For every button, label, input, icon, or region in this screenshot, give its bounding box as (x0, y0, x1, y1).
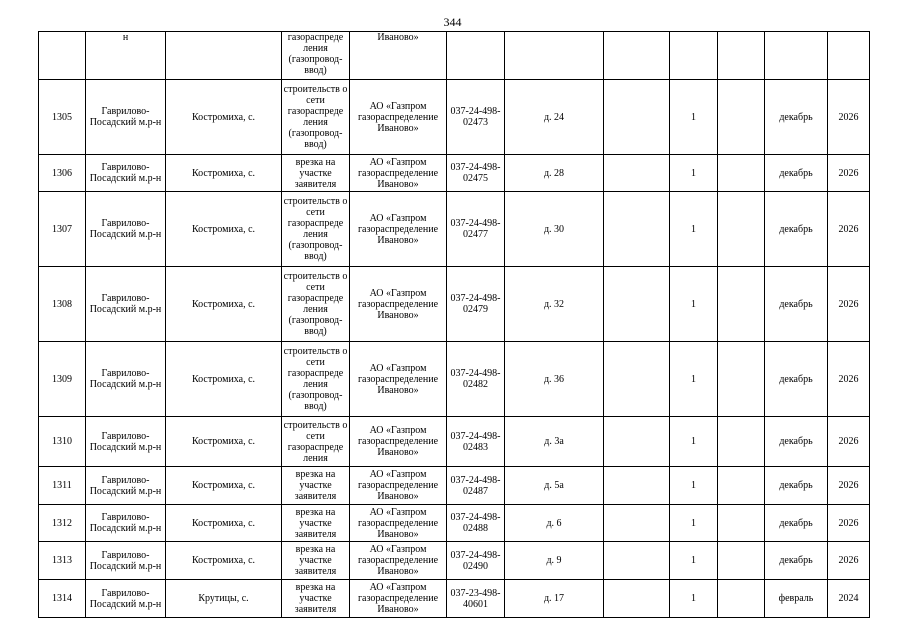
cell-settlement: Костромиха, с. (166, 505, 282, 542)
cell-qty: 1 (670, 542, 718, 580)
cell-org: АО «Газпром газораспределение Иваново» (350, 192, 447, 267)
cell-num: 1309 (39, 342, 86, 417)
cell-settlement: Костромиха, с. (166, 80, 282, 155)
cell-num: 1310 (39, 417, 86, 467)
cell-code: 037-24-498-02475 (447, 155, 505, 192)
cell-code (447, 32, 505, 80)
cell-year: 2026 (828, 417, 870, 467)
registry-table (38, 31, 870, 618)
cell-year: 2024 (828, 580, 870, 618)
cell-month: декабрь (765, 542, 828, 580)
cell-work: строительств о сети газораспреде ления (газопровод- ввод) (282, 80, 350, 155)
cell-num: 1312 (39, 505, 86, 542)
cell-district: Гаврилово-Посадский м.р-н (86, 342, 166, 417)
cell-district: Гаврилово-Посадский м.р-н (86, 267, 166, 342)
cell-house: д. 9 (505, 542, 604, 580)
cell-qty: 1 (670, 192, 718, 267)
cell-num: 1313 (39, 542, 86, 580)
cell-org: Иваново» (350, 32, 447, 80)
cell-qty: 1 (670, 467, 718, 505)
cell-org: АО «Газпром газораспределение Иваново» (350, 155, 447, 192)
cell-blank (718, 32, 765, 80)
cell-empty (604, 580, 670, 618)
cell-blank (718, 192, 765, 267)
cell-empty (604, 467, 670, 505)
cell-month: декабрь (765, 80, 828, 155)
cell-code: 037-24-498-02479 (447, 267, 505, 342)
cell-code: 037-24-498-02483 (447, 417, 505, 467)
cell-qty: 1 (670, 80, 718, 155)
cell-house: д. 24 (505, 80, 604, 155)
cell-settlement: Костромиха, с. (166, 542, 282, 580)
cell-month: декабрь (765, 342, 828, 417)
cell-work: врезка на участке заявителя (282, 467, 350, 505)
cell-house (505, 32, 604, 80)
cell-empty (604, 342, 670, 417)
cell-qty: 1 (670, 342, 718, 417)
table-row (39, 342, 870, 417)
cell-org: АО «Газпром газораспределение Иваново» (350, 417, 447, 467)
cell-month: февраль (765, 580, 828, 618)
cell-house: д. 28 (505, 155, 604, 192)
cell-code: 037-24-498-02490 (447, 542, 505, 580)
cell-num: 1306 (39, 155, 86, 192)
cell-org: АО «Газпром газораспределение Иваново» (350, 342, 447, 417)
cell-district: Гаврилово-Посадский м.р-н (86, 155, 166, 192)
cell-month: декабрь (765, 267, 828, 342)
cell-empty (604, 80, 670, 155)
cell-num: 1308 (39, 267, 86, 342)
cell-org: АО «Газпром газораспределение Иваново» (350, 542, 447, 580)
cell-num: 1311 (39, 467, 86, 505)
cell-org: АО «Газпром газораспределение Иваново» (350, 505, 447, 542)
cell-num: 1314 (39, 580, 86, 618)
cell-district: Гаврилово-Посадский м.р-н (86, 580, 166, 618)
cell-district: н (86, 32, 166, 80)
cell-blank (718, 505, 765, 542)
cell-code: 037-24-498-02473 (447, 80, 505, 155)
cell-qty: 1 (670, 155, 718, 192)
cell-num (39, 32, 86, 80)
cell-settlement: Костромиха, с. (166, 417, 282, 467)
cell-district: Гаврилово-Посадский м.р-н (86, 80, 166, 155)
cell-month: декабрь (765, 505, 828, 542)
cell-code: 037-24-498-02477 (447, 192, 505, 267)
cell-year: 2026 (828, 342, 870, 417)
table-row (39, 80, 870, 155)
cell-house: д. 3а (505, 417, 604, 467)
cell-year: 2026 (828, 80, 870, 155)
table-row (39, 542, 870, 580)
cell-empty (604, 417, 670, 467)
cell-blank (718, 467, 765, 505)
cell-house: д. 17 (505, 580, 604, 618)
cell-blank (718, 155, 765, 192)
cell-code: 037-24-498-02488 (447, 505, 505, 542)
cell-district: Гаврилово-Посадский м.р-н (86, 417, 166, 467)
cell-org: АО «Газпром газораспределение Иваново» (350, 467, 447, 505)
table-body (39, 32, 870, 618)
cell-year: 2026 (828, 542, 870, 580)
cell-org: АО «Газпром газораспределение Иваново» (350, 580, 447, 618)
cell-num: 1305 (39, 80, 86, 155)
cell-empty (604, 267, 670, 342)
cell-blank (718, 80, 765, 155)
cell-empty (604, 542, 670, 580)
cell-month: декабрь (765, 417, 828, 467)
cell-year: 2026 (828, 155, 870, 192)
cell-settlement: Костромиха, с. (166, 342, 282, 417)
cell-blank (718, 417, 765, 467)
cell-code: 037-24-498-02487 (447, 467, 505, 505)
cell-work: строительств о сети газораспреде ления (282, 417, 350, 467)
cell-year: 2026 (828, 267, 870, 342)
cell-house: д. 32 (505, 267, 604, 342)
cell-work: врезка на участке заявителя (282, 542, 350, 580)
table-row (39, 192, 870, 267)
cell-month: декабрь (765, 155, 828, 192)
table-row (39, 155, 870, 192)
cell-blank (718, 267, 765, 342)
cell-year: 2026 (828, 192, 870, 267)
cell-settlement: Костромиха, с. (166, 192, 282, 267)
table-row (39, 417, 870, 467)
table-row (39, 467, 870, 505)
cell-district: Гаврилово-Посадский м.р-н (86, 467, 166, 505)
cell-month (765, 32, 828, 80)
cell-month: декабрь (765, 192, 828, 267)
cell-org: АО «Газпром газораспределение Иваново» (350, 267, 447, 342)
cell-year: 2026 (828, 505, 870, 542)
cell-code: 037-24-498-02482 (447, 342, 505, 417)
cell-work: газораспреде ления (газопровод- ввод) (282, 32, 350, 80)
table-row (39, 505, 870, 542)
cell-house: д. 5а (505, 467, 604, 505)
cell-district: Гаврилово-Посадский м.р-н (86, 192, 166, 267)
cell-empty (604, 192, 670, 267)
cell-empty (604, 155, 670, 192)
cell-month: декабрь (765, 467, 828, 505)
cell-settlement (166, 32, 282, 80)
cell-empty (604, 32, 670, 80)
cell-blank (718, 542, 765, 580)
cell-work: строительств о сети газораспреде ления (газопровод- ввод) (282, 267, 350, 342)
cell-house: д. 30 (505, 192, 604, 267)
cell-blank (718, 580, 765, 618)
cell-work: врезка на участке заявителя (282, 505, 350, 542)
cell-org: АО «Газпром газораспределение Иваново» (350, 80, 447, 155)
table-row-fragment (39, 32, 870, 80)
table-row (39, 267, 870, 342)
cell-qty: 1 (670, 580, 718, 618)
cell-work: врезка на участке заявителя (282, 155, 350, 192)
cell-year: 2026 (828, 467, 870, 505)
cell-work: строительств о сети газораспреде ления (газопровод- ввод) (282, 342, 350, 417)
table-row (39, 580, 870, 618)
cell-district: Гаврилово-Посадский м.р-н (86, 542, 166, 580)
cell-qty: 1 (670, 505, 718, 542)
cell-qty (670, 32, 718, 80)
cell-settlement: Крутицы, с. (166, 580, 282, 618)
cell-num: 1307 (39, 192, 86, 267)
page-number: 344 (443, 15, 462, 29)
cell-house: д. 36 (505, 342, 604, 417)
cell-district: Гаврилово-Посадский м.р-н (86, 505, 166, 542)
cell-qty: 1 (670, 417, 718, 467)
cell-settlement: Костромиха, с. (166, 155, 282, 192)
cell-year (828, 32, 870, 80)
cell-settlement: Костромиха, с. (166, 467, 282, 505)
cell-work: врезка на участке заявителя (282, 580, 350, 618)
cell-house: д. 6 (505, 505, 604, 542)
cell-qty: 1 (670, 267, 718, 342)
cell-empty (604, 505, 670, 542)
cell-work: строительств о сети газораспреде ления (газопровод- ввод) (282, 192, 350, 267)
cell-code: 037-23-498-40601 (447, 580, 505, 618)
cell-blank (718, 342, 765, 417)
cell-settlement: Костромиха, с. (166, 267, 282, 342)
